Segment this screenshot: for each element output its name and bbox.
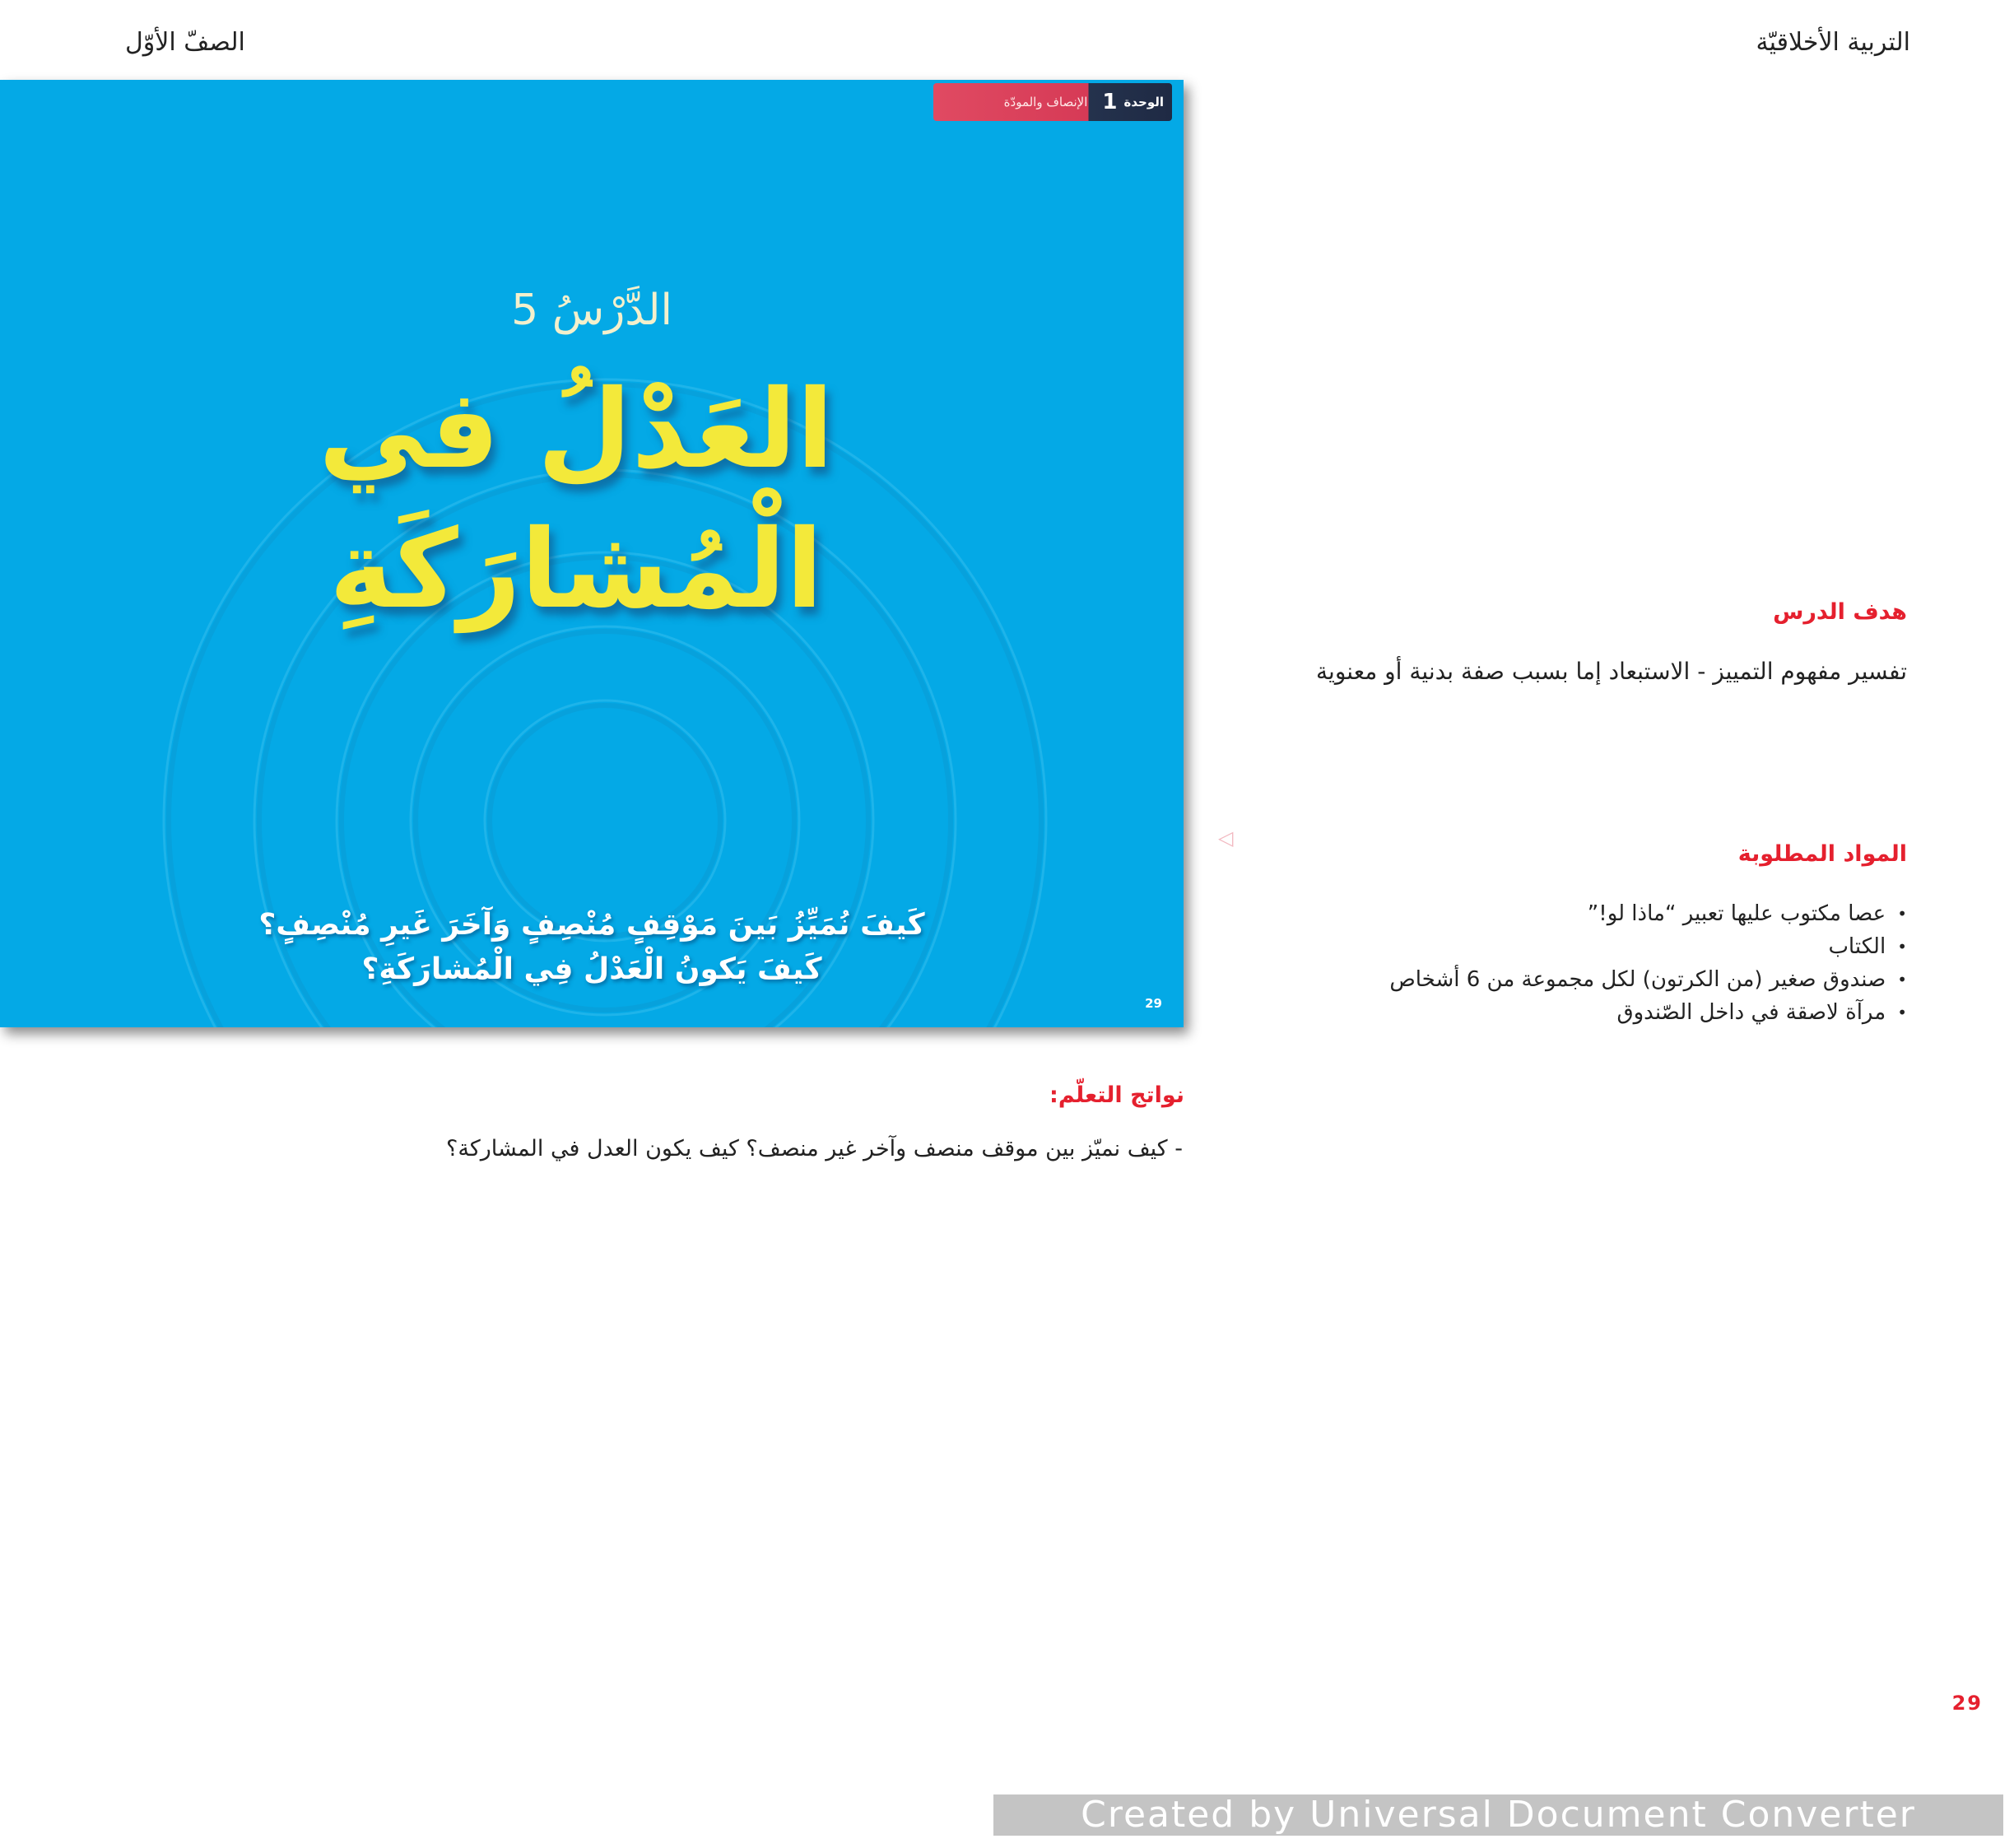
cover-question-1: كَيفَ نُمَيِّزُ بَينَ مَوْقِفٍ مُنْصِفٍ وَآخَرَ غَيرِ مُنْصِفٍ؟ [258, 908, 925, 942]
lesson-title [206, 360, 947, 640]
lesson-cover-image [0, 80, 1184, 1027]
list-item: • الكتاب [1828, 934, 1907, 959]
unit-banner [933, 83, 1172, 121]
goal-text: تفسير مفهوم التمييز - الاستبعاد إما بسبب صفة بدنية أو معنوية [1316, 658, 1907, 685]
materials-list [1232, 897, 1907, 1029]
lesson-title-line-2: الْمُشارَكَةِ [329, 506, 823, 633]
list-item: • صندوق صغير (من الكرتون) لكل مجموعة من 6 أشخاص [1389, 967, 1907, 992]
lesson-title-line-1: العَدْلُ في [318, 366, 835, 493]
list-item: • مرآة لاصقة في داخل الصّندوق [1616, 1000, 1907, 1025]
unit-name: الإنصاف والمودّة [1003, 95, 1088, 109]
header-subject: التربية الأخلاقيّة [1756, 28, 1910, 57]
cover-page-number: 29 [1145, 996, 1162, 1011]
list-item: • عصا مكتوب عليها تعبير “ماذا لو!” [1587, 901, 1907, 926]
outcomes-text: - كيف نميّز بين موقف منصف وآخر غير منصف؟ كيف يكون العدل في المشاركة؟ [446, 1136, 1183, 1161]
outcomes-heading: نواتج التعلّم: [1049, 1082, 1184, 1108]
unit-word: الوحدة [1123, 95, 1164, 109]
cover-questions [0, 903, 1184, 992]
lesson-label: الدَّرْسُ 5 [511, 286, 672, 335]
unit-number: 1 [1102, 90, 1118, 114]
header-grade: الصفّ الأوّل [125, 28, 245, 57]
materials-heading: المواد المطلوبة [1737, 841, 1907, 867]
cover-question-2: كَيفَ يَكونُ الْعَدْلُ فِي الْمُشارَكَةِ؟ [361, 952, 822, 986]
converter-watermark: Created by Universal Document Converter [993, 1794, 2003, 1836]
faint-mark-icon: ◁ [1218, 826, 1234, 850]
page-number: 29 [1951, 1692, 1983, 1715]
goal-heading: هدف الدرس [1773, 599, 1907, 625]
